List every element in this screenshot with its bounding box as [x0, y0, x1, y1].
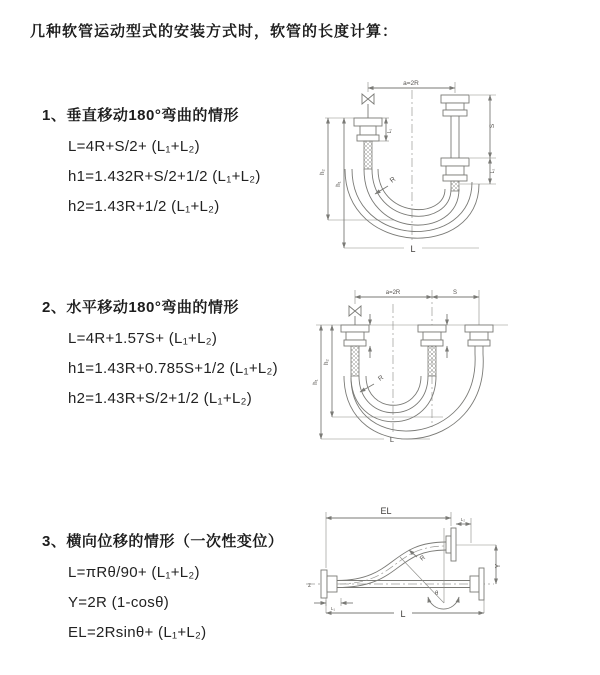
diagram-lateral-displacement	[298, 498, 598, 675]
dim-label-s: S	[452, 290, 458, 296]
middle-end-fitting	[418, 325, 446, 376]
dim-label-h1: h₁	[336, 181, 342, 187]
dim-label-s: S	[489, 123, 496, 129]
left-end-fitting	[341, 325, 369, 376]
dim-l1	[314, 598, 353, 611]
page-title: 几种软管运动型式的安装方式时，软管的长度计算：	[30, 23, 399, 40]
dim-label-y: Y	[495, 563, 502, 569]
dim-label-h2: h₂	[320, 169, 326, 175]
formula-el: EL=2Rsinθ+ (L₁+L₂)	[68, 624, 207, 641]
right-end-fitting	[441, 95, 469, 191]
axis-marker: z	[308, 583, 311, 589]
formula-h2: h2=1.43R+1/2 (L₁+L₂)	[68, 198, 220, 215]
dim-length	[321, 435, 430, 444]
dim-label-length: L	[410, 244, 416, 254]
dim-label-h1: h₁	[313, 379, 319, 385]
lower-right-flange	[470, 568, 484, 600]
dim-label-l2: L₂	[490, 168, 496, 174]
formula-h1: h1=1.432R+S/2+1/2 (L₁+L₂)	[68, 168, 261, 185]
dim-label-l1: L₁	[387, 128, 393, 134]
left-flange	[321, 570, 337, 598]
radius-callout	[375, 176, 397, 194]
dim-label-l1: L₁	[330, 606, 336, 611]
radius-callout	[360, 374, 385, 392]
section-vertical-movement	[42, 104, 314, 228]
radius-callout	[409, 550, 427, 563]
dim-label-theta: θ	[435, 591, 439, 597]
section-lateral-displacement	[42, 530, 314, 654]
upper-right-flange	[446, 528, 456, 561]
formula-y: Y=2R (1-cosθ)	[68, 594, 170, 611]
section-2-heading: 2、水平移动180°弯曲的情形	[42, 299, 239, 316]
dim-label-el: EL	[380, 506, 392, 516]
formula-length: L=4R+S/2+ (L₁+L₂)	[68, 138, 200, 155]
valve-icon	[349, 306, 361, 325]
formula-h1: h1=1.43R+0.785S+1/2 (L₁+L₂)	[68, 360, 278, 377]
formula-length: L=4R+1.57S+ (L₁+L₂)	[68, 330, 218, 347]
dim-l2	[456, 517, 471, 543]
right-end-fitting	[465, 325, 493, 354]
dim-label-radius: R	[388, 175, 398, 185]
dim-length	[344, 244, 479, 254]
dim-label-length: L	[400, 609, 406, 619]
dim-label-h2: h₂	[324, 359, 330, 365]
dim-label-radius: R	[377, 374, 385, 383]
dim-s-l2	[460, 95, 496, 184]
dim-label-a2r: a=2R	[403, 80, 419, 87]
dim-label-radius: R	[418, 554, 427, 563]
dim-top-width	[368, 80, 455, 93]
section-horizontal-movement	[42, 296, 314, 420]
section-3-heading: 3、横向位移的情形（一次性变位）	[42, 533, 284, 550]
dim-label-length: L	[389, 435, 395, 444]
dim-el	[326, 506, 451, 568]
dim-label-l2: L₂	[460, 517, 466, 522]
valve-icon	[362, 94, 374, 118]
dim-label-a2r: a=2R	[385, 290, 401, 296]
left-end-fitting	[354, 118, 382, 169]
diagram-horizontal-180-bend	[308, 282, 593, 462]
formula-length: L=πRθ/90+ (L₁+L₂)	[68, 564, 200, 581]
hose-u-bend	[344, 354, 483, 439]
section-1-heading: 1、垂直移动180°弯曲的情形	[42, 107, 239, 124]
dim-top-width	[355, 290, 479, 325]
diagram-vertical-180-bend	[312, 72, 592, 262]
formula-h2: h2=1.43R+S/2+1/2 (L₁+L₂)	[68, 390, 253, 407]
